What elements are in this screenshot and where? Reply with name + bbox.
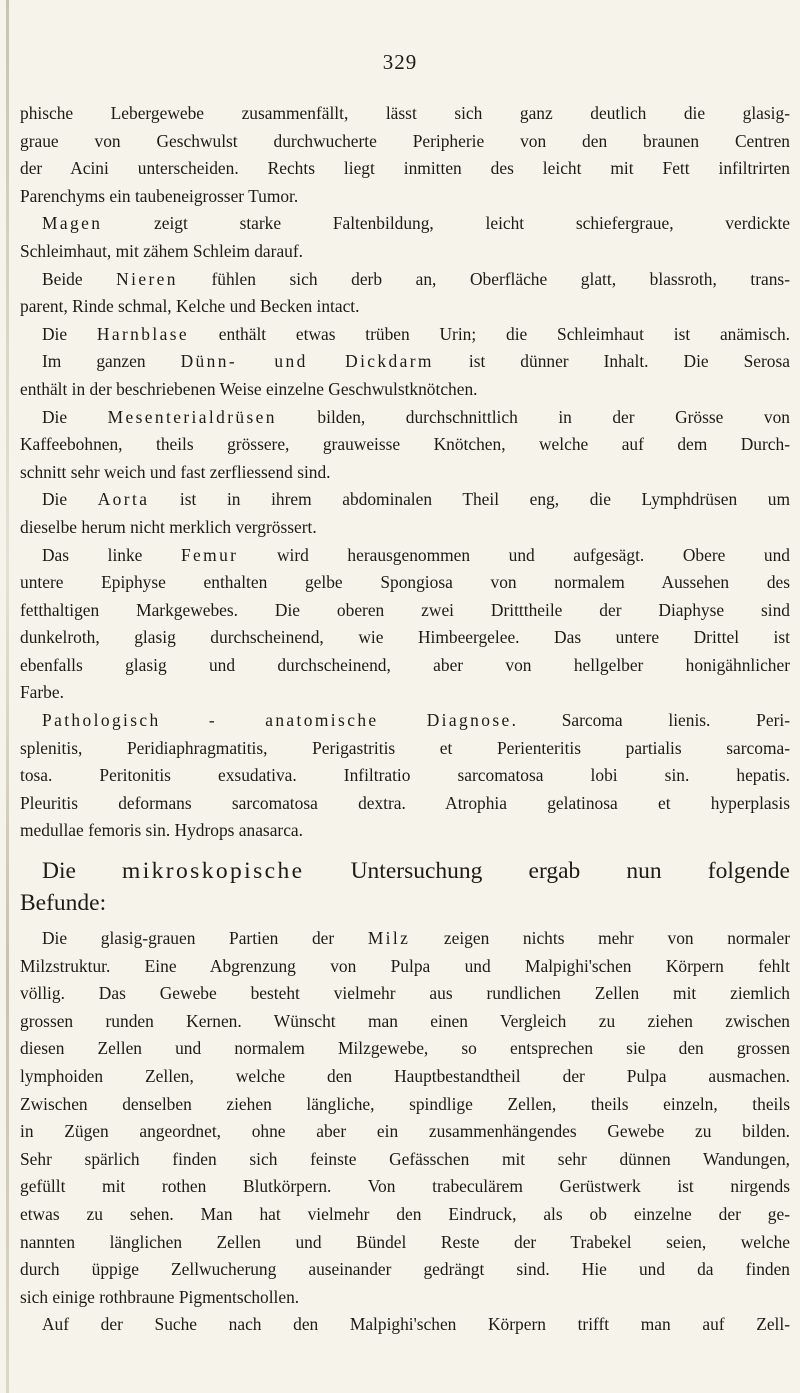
- text-run: Untersuchung ergab nun folgende: [304, 858, 790, 885]
- text-line: nannten länglichen Zellen und Bündel Reste der Trabekel seien, welche: [20, 1231, 790, 1252]
- text-run: Beide: [42, 268, 117, 289]
- text-line: [20, 210, 790, 238]
- paragraph-diagnosis: [20, 707, 790, 845]
- paragraph-malpighi: [20, 1311, 790, 1339]
- text-run: enthält etwas trüben Urin; die Schleimhaut ist anämisch.: [189, 323, 790, 344]
- paragraph-liver: [20, 100, 790, 210]
- text-line: parent, Rinde schmal, Kelche und Becken intact.: [20, 296, 360, 317]
- text-line: der Acini unterscheiden. Rechts liegt inmitten des leicht mit Fett infiltrirten: [20, 158, 790, 179]
- body-text: [20, 100, 790, 1339]
- text-line: durch üppige Zellwucherung auseinander gedrängt sind. Hie und da finden: [20, 1259, 790, 1280]
- text-line: Farbe.: [20, 682, 64, 703]
- heading-line: Befunde:: [20, 890, 107, 917]
- text-line: dieselbe herum nicht merklich vergrössert.: [20, 516, 317, 537]
- text-line: lymphoiden Zellen, welche den Hauptbestandtheil der Pulpa ausmachen.: [20, 1066, 790, 1086]
- text-line: Kaffeebohnen, theils grössere, grauweisse Knötchen, welche auf dem Durch-: [20, 434, 790, 455]
- text-line: grossen runden Kernen. Wünscht man einen Vergleich zu ziehen zwischen: [20, 1010, 790, 1031]
- heading-line: [20, 855, 790, 887]
- text-line: medullae femoris sin. Hydrops anasarca.: [20, 820, 303, 841]
- text-line: Parenchyms ein taubeneigrosser Tumor.: [20, 185, 299, 206]
- paragraph-femur: [20, 542, 790, 708]
- paragraph-aorta: [20, 486, 790, 541]
- section-heading: [20, 855, 790, 919]
- text-line: etwas zu sehen. Man hat vielmehr den Eindruck, als ob einzelne der ge-: [20, 1203, 790, 1224]
- spaced-term: Dünn- und Dickdarm: [180, 351, 434, 372]
- text-line: [20, 266, 790, 294]
- text-run: fühlen sich derb an, Oberfläche glatt, blassroth, trans-: [177, 268, 790, 289]
- text-line: schnitt sehr weich und fast zerfliessend sind.: [20, 461, 331, 482]
- text-line: völlig. Das Gewebe besteht vielmehr aus rundlichen Zellen mit ziemlich: [20, 983, 790, 1004]
- text-run: Das linke: [42, 544, 181, 565]
- text-line: [20, 348, 790, 376]
- paragraph-mesenteric-glands: [20, 404, 790, 487]
- paragraph-kidneys: [20, 266, 790, 321]
- text-line: Auf der Suche nach den Malpighi'schen Körpern trifft man auf Zell-: [42, 1314, 790, 1335]
- text-run: Die: [42, 323, 97, 344]
- paragraph-stomach: [20, 210, 790, 265]
- spaced-term: Magen: [42, 213, 103, 234]
- text-line: Schleimhaut, mit zähem Schleim darauf.: [20, 240, 303, 261]
- text-run: Die glasig-grauen Partien der: [42, 928, 368, 949]
- page-binding-edge: [6, 0, 9, 1393]
- spaced-term: Femur: [180, 544, 239, 565]
- spaced-term: Harnblase: [96, 323, 190, 344]
- text-run: Im ganzen: [42, 351, 181, 372]
- text-run: zeigt starke Faltenbildung, leicht schiefergraue, verdickte: [102, 213, 790, 234]
- text-line: diesen Zellen und normalem Milzgewebe, so entsprechen sie den grossen: [20, 1038, 790, 1059]
- spaced-term: Pathologisch - anatomische Diagnose: [42, 710, 512, 731]
- text-line: [20, 925, 790, 953]
- page-number: 329: [382, 50, 418, 74]
- text-line: untere Epiphyse enthalten gelbe Spongiosa von normalem Aussehen des: [20, 572, 790, 593]
- text-run: Die: [42, 858, 123, 885]
- spaced-term: mikroskopische: [122, 858, 305, 885]
- spaced-term: Mesenterialdrüsen: [107, 406, 277, 427]
- text-line: enthält in der beschriebenen Weise einzelne Geschwulstknötchen.: [20, 378, 478, 399]
- text-line: tosa. Peritonitis exsudativa. Infiltratio sarcomatosa lobi sin. hepatis.: [20, 765, 790, 786]
- text-run: . Sarcoma lienis. Peri-: [511, 710, 790, 731]
- text-line: dunkelroth, glasig durchscheinend, wie Himbeergelee. Das untere Drittel ist: [20, 627, 790, 648]
- text-line: [20, 707, 790, 735]
- spaced-term: Aorta: [97, 489, 150, 510]
- text-line: Pleuritis deformans sarcomatosa dextra. Atrophia gelatinosa et hyperplasis: [20, 792, 790, 813]
- text-line: graue von Geschwulst durchwucherte Peripherie von den braunen Centren: [20, 130, 790, 151]
- text-run: bilden, durchschnittlich in der Grösse von: [276, 406, 790, 427]
- spaced-term: Nieren: [116, 268, 178, 289]
- text-line: [20, 321, 790, 349]
- paragraph-intestine: [20, 348, 790, 403]
- text-line: gefüllt mit rothen Blutkörpern. Von trabeculärem Gerüstwerk ist nirgends: [20, 1176, 790, 1197]
- text-line: Milzstruktur. Eine Abgrenzung von Pulpa und Malpighi'schen Körpern fehlt: [20, 955, 790, 976]
- paragraph-spleen: [20, 925, 790, 1311]
- text-line: fetthaltigen Markgewebes. Die oberen zwei Dritttheile der Diaphyse sind: [20, 599, 790, 620]
- text-run: Die: [42, 406, 108, 427]
- text-run: Die: [42, 489, 98, 510]
- text-line: in Zügen angeordnet, ohne aber ein zusammenhängendes Gewebe zu bilden.: [20, 1121, 790, 1142]
- text-line: Zwischen denselben ziehen längliche, spindlige Zellen, theils einzeln, theils: [20, 1093, 790, 1114]
- text-line: Sehr spärlich finden sich feinste Gefässchen mit sehr dünnen Wandungen,: [20, 1148, 790, 1169]
- text-line: splenitis, Peridiaphragmatitis, Perigastritis et Perienteritis partialis sarcoma-: [20, 737, 790, 758]
- spaced-term: Milz: [367, 928, 411, 949]
- text-run: ist dünner Inhalt. Die Serosa: [433, 351, 790, 372]
- paragraph-bladder: [20, 321, 790, 349]
- text-line: [20, 486, 790, 514]
- text-run: ist in ihrem abdominalen Theil eng, die Lymphdrüsen um: [149, 489, 790, 510]
- text-line: [20, 404, 790, 432]
- text-line: sich einige rothbraune Pigmentschollen.: [20, 1286, 300, 1307]
- text-run: wird herausgenommen und aufgesägt. Obere und: [238, 544, 790, 565]
- text-line: phische Lebergewebe zusammenfällt, lässt sich ganz deutlich die glasig-: [20, 103, 790, 123]
- text-line: [20, 542, 790, 570]
- text-run: zeigen nichts mehr von normaler: [410, 928, 790, 949]
- text-line: ebenfalls glasig und durchscheinend, aber von hellgelber honigähnlicher: [20, 654, 790, 675]
